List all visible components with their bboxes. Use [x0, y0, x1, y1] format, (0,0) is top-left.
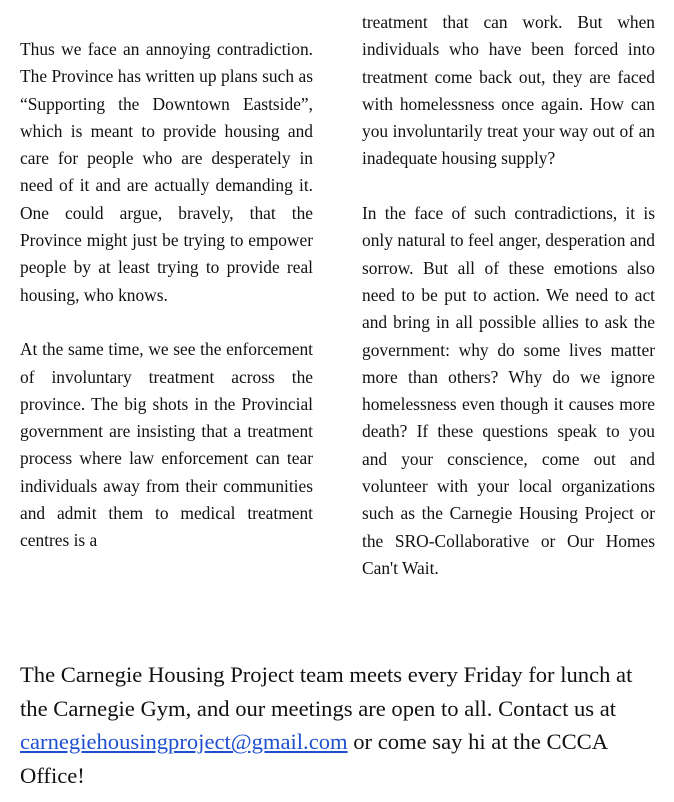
meeting-info [20, 658, 660, 792]
paragraph-treatment-homelessness: treatment that can work. But when individuals who have been forced into treatment come back out, they are faced with homelessness once again. How can you involuntarily treat your way out of an inadequate housing supply? [362, 12, 655, 169]
paragraph-involuntary-treatment: At the same time, we see the enforcement of involuntary treatment across the province. The big shots in the Provincial government are insisting that a treatment process where law enforcement can tear individuals away from their communities and admit them to medical treatment centres is a [20, 339, 313, 551]
article-left-column [20, 36, 313, 555]
paragraph-call-to-action: In the face of such contradictions, it is only natural to feel anger, desperation and sorrow. But all of these emotions also need to be put to action. We need to act and bring in all possible allies to ask the government: why do some lives matter more than others? Why do we ignore homelessness even though it causes more death? If these questions speak to you and your conscience, come out and volunteer with your local organizations such as the Carnegie Housing Project or the SRO-Collaborative or Our Homes Can't Wait. [362, 203, 655, 578]
meeting-info-intro: The Carnegie Housing Project team meets every Friday for lunch at the Carnegie Gym, and our meetings are open to all. Contact us at [20, 662, 633, 721]
meeting-info-outro: or come say hi at the CCCA Office! [20, 729, 607, 788]
paragraph-contradiction: Thus we face an annoying contradiction. The Province has written up plans such as “Supporting the Downtown Eastside”, which is meant to provide housing and care for people who are desperately in need of it and are actually demanding it. One could argue, bravely, that the Province might just be trying to empower people by at least trying to provide real housing, who knows. [20, 39, 313, 305]
email-link[interactable]: carnegiehousingproject@gmail.com [20, 729, 348, 755]
article-right-column [362, 9, 655, 582]
